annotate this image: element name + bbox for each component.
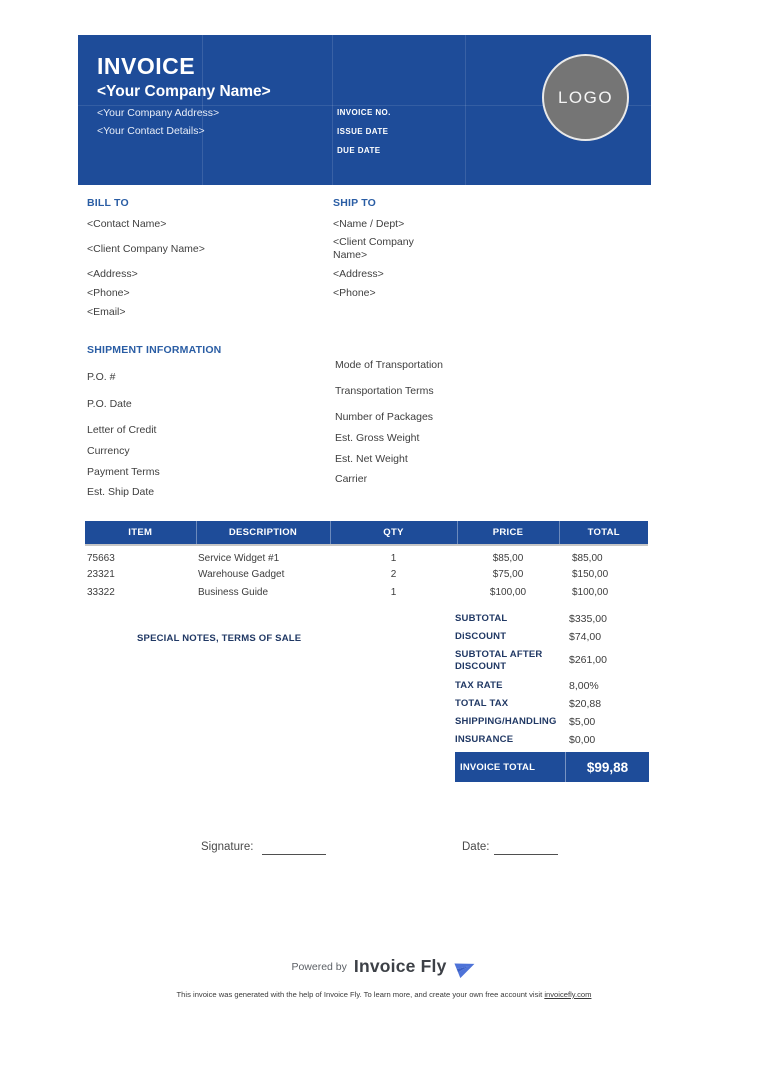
totals-label: SUBTOTAL [455, 613, 508, 624]
cell-description: Warehouse Gadget [198, 568, 285, 580]
bill-to-email: <Email> [87, 306, 126, 318]
shipment-field-label: Payment Terms [87, 466, 160, 478]
invoicefly-link[interactable]: invoicefly.com [544, 990, 592, 999]
totals-value: $261,00 [569, 654, 607, 666]
totals-label: SHIPPING/HANDLING [455, 716, 557, 727]
date-label: Date: [462, 841, 490, 853]
cell-total: $100,00 [572, 586, 609, 598]
logo-text: LOGO [557, 87, 614, 107]
invoice-no-label: INVOICE NO. [337, 108, 391, 117]
cell-description: Service Widget #1 [198, 553, 280, 564]
logo-placeholder [542, 54, 629, 141]
shipment-field-label: Letter of Credit [87, 424, 157, 436]
col-header-description: DESCRIPTION [196, 521, 330, 545]
company-address: <Your Company Address> [97, 107, 220, 119]
invoice-title: INVOICE [97, 53, 196, 79]
date-line[interactable] [494, 841, 558, 855]
cell-total: $85,00 [572, 553, 603, 564]
invoice-total-label: INVOICE TOTAL [460, 761, 536, 773]
bill-to-address: <Address> [87, 268, 138, 280]
totals-row [455, 716, 649, 728]
shipment-info-heading: SHIPMENT INFORMATION [87, 344, 222, 356]
col-header-qty: QTY [330, 521, 457, 545]
totals-value: $74,00 [569, 631, 602, 643]
cell-price: $75,00 [492, 568, 524, 580]
totals-row [455, 613, 649, 625]
totals-row [455, 734, 649, 746]
fine-print-text: This invoice was generated with the help of Invoice Fly. To learn more, and create your own free account visit [176, 990, 545, 999]
cell-total: $150,00 [572, 568, 609, 580]
signature-line[interactable] [262, 841, 326, 855]
cell-item: 23321 [87, 568, 115, 580]
shipment-field-label: P.O. Date [87, 398, 132, 410]
shipment-field-label: Mode of Transportation [335, 359, 443, 371]
cell-price: $100,00 [489, 586, 527, 598]
paper-plane-icon [454, 957, 477, 978]
cell-qty: 1 [390, 586, 397, 598]
table-row [85, 582, 648, 600]
brand-wordmark: Invoice Fly [353, 956, 447, 976]
table-row [85, 564, 648, 582]
totals-label: SUBTOTAL AFTER DISCOUNT [455, 649, 543, 672]
ship-to-phone: <Phone> [333, 287, 376, 299]
totals-row [455, 631, 649, 643]
ship-to-name-dept: <Name / Dept> [333, 218, 405, 230]
cell-item: 75663 [87, 553, 115, 564]
shipment-field-label: Number of Packages [335, 411, 434, 423]
totals-label: TAX RATE [455, 680, 503, 691]
totals-value: 8,00% [569, 680, 599, 692]
powered-by-text: Powered by [291, 960, 347, 973]
totals-label: INSURANCE [455, 734, 514, 745]
cell-price: $85,00 [492, 553, 524, 564]
ship-to-block [333, 197, 433, 300]
fine-print [0, 990, 768, 999]
table-row [85, 545, 648, 564]
header-divider [332, 35, 333, 185]
shipment-field-label: P.O. # [87, 371, 116, 383]
totals-block [455, 613, 649, 782]
shipment-field-label: Est. Net Weight [335, 453, 408, 465]
invoice-meta [337, 108, 391, 165]
bill-to-contact: <Contact Name> [87, 218, 167, 230]
totals-value: $20,88 [569, 698, 602, 710]
col-header-item: ITEM [85, 521, 196, 545]
shipment-field-label: Est. Ship Date [87, 486, 155, 498]
shipment-field-label: Transportation Terms [335, 385, 434, 397]
totals-row [455, 698, 649, 710]
totals-label: DiSCOUNT [455, 631, 507, 642]
cell-item: 33322 [87, 586, 115, 598]
company-name: <Your Company Name> [97, 83, 271, 100]
issue-date-label: ISSUE DATE [337, 127, 389, 136]
totals-value: $5,00 [569, 716, 596, 728]
col-header-price: PRICE [457, 521, 559, 545]
shipment-field-label: Est. Gross Weight [335, 432, 420, 444]
invoice-total-bar [455, 752, 649, 782]
cell-qty: 1 [390, 553, 397, 564]
totals-value: $335,00 [569, 613, 607, 625]
bill-to-company: <Client Company Name> [87, 243, 205, 255]
totals-row [455, 680, 649, 692]
cell-qty: 2 [390, 568, 397, 580]
cell-description: Business Guide [198, 586, 269, 598]
ship-to-heading: SHIP TO [333, 197, 377, 209]
powered-by-footer [0, 956, 768, 977]
col-header-total: TOTAL [559, 521, 648, 545]
company-contact: <Your Contact Details> [97, 125, 205, 137]
totals-row [455, 649, 649, 673]
invoice-total-value: $99,88 [565, 752, 649, 782]
ship-to-company: <Client Company Name> [333, 236, 414, 261]
totals-value: $0,00 [569, 734, 596, 746]
items-table [85, 521, 648, 600]
special-notes-label: SPECIAL NOTES, TERMS OF SALE [137, 633, 302, 644]
totals-label: TOTAL TAX [455, 698, 509, 709]
shipment-field-label: Carrier [335, 473, 368, 485]
shipment-field-label: Currency [87, 445, 130, 457]
bill-to-heading: BILL TO [87, 197, 129, 209]
shipment-left-column [87, 371, 160, 499]
header-banner [78, 35, 651, 185]
bill-to-phone: <Phone> [87, 287, 130, 299]
ship-to-address: <Address> [333, 268, 384, 280]
items-header-row [85, 521, 648, 545]
shipment-right-column [335, 359, 465, 486]
header-divider [465, 35, 466, 185]
bill-to-block [87, 197, 205, 319]
due-date-label: DUE DATE [337, 146, 381, 155]
signature-area [0, 841, 768, 861]
signature-label: Signature: [201, 841, 254, 853]
